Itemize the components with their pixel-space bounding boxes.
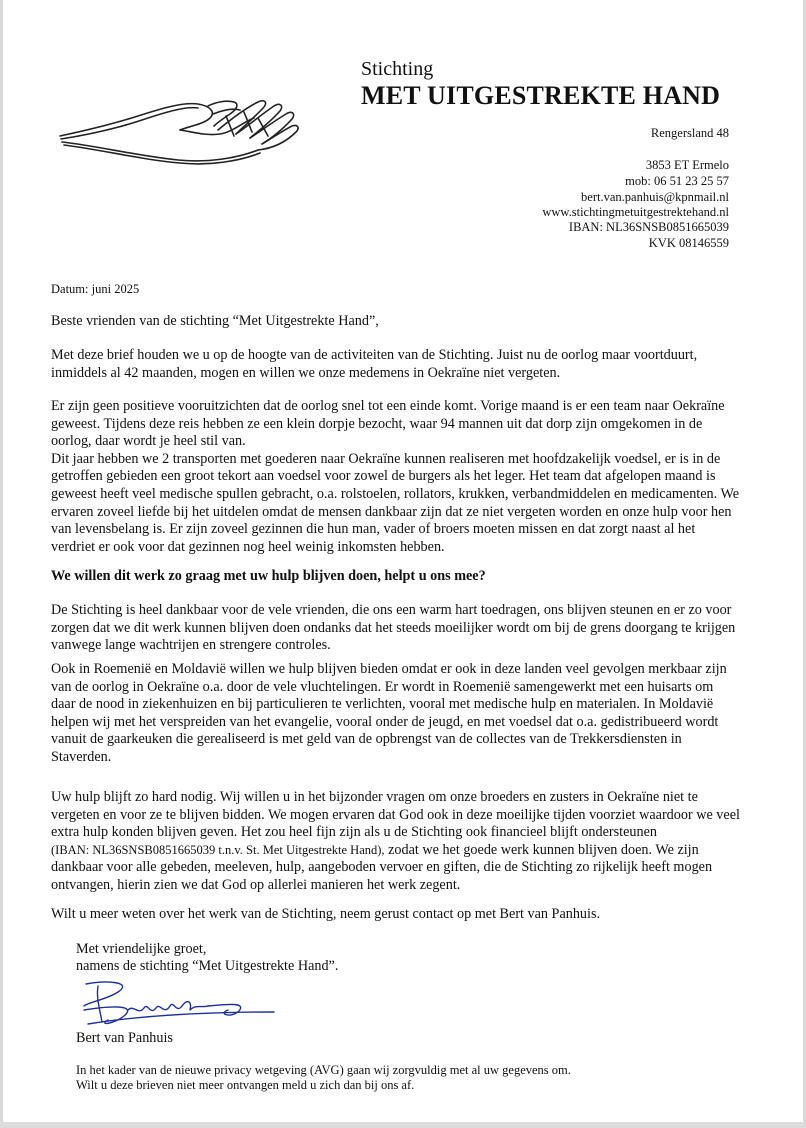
letter-date: Datum: juni 2025 [51, 282, 140, 296]
closing-on-behalf: namens de stichting “Met Uitgestrekte Hand”. [76, 958, 339, 974]
signer-name: Bert van Panhuis [76, 1030, 173, 1046]
address-street: Rengersland 48 [650, 126, 729, 140]
paragraph-thanks [51, 602, 741, 655]
paragraph-contact-text: Wilt u meer weten over het werk van de Stichting, neem gerust contact op met Bert van Panhuis. [51, 906, 601, 922]
org-name: MET UITGESTREKTE HAND [361, 81, 721, 110]
page-border-bottom [0, 1122, 806, 1128]
paragraph-thanks-text: De Stichting is heel dankbaar voor de vele vrienden, die ons een warm hart toedragen, ons blijven steunen en er zo voor zorgen dat we dit werk kunnen blijven doen ondanks dat het steeds moeilijker wordt om bij de grens doorgang te krijgen vanwege lange wachtrijen en strengere controles. [51, 602, 736, 654]
support-iban: (IBAN: NL36SNSB0851665039 t.n.v. St. Met Uitgestrekte Hand), [51, 842, 385, 857]
paragraph-romania-moldova [51, 661, 741, 767]
iban-number: IBAN: NL36SNSB0851665039 [568, 220, 729, 234]
salutation-text: Beste vrienden van de stichting “Met Uitgestrekte Hand”, [51, 313, 379, 329]
closing-greeting: Met vriendelijke groet, [76, 941, 207, 957]
kvk-number: KVK 08146559 [648, 236, 729, 250]
appeal-heading-text: We willen dit werk zo graag met uw hulp blijven doen, helpt u ons mee? [51, 568, 486, 584]
page-border-left [0, 0, 3, 1128]
paragraph-prayer-support [51, 789, 741, 895]
paragraph-romania-moldova-text: Ook in Roemenië en Moldavië willen we hulp blijven bieden omdat er ook in deze landen veel gevolgen merkbaar zijn van de oorlog in Oekraïne o.a. door de vele vluchtelingen. Er wordt in Roemenië samengewerkt met een huisarts om daar de nood in ziekenhuizen en bij particulieren te verlichten, vooral met medische hulp en materialen. In Moldavië helpen wij met het verspreiden van het evangelie, vooral onder de jeugd, en met voedsel dat o.a. gedistribueerd wordt vanuit de gaarkeuken die gerealiseerd is met geld van de opbrengst van de collectes van de Trekkersdiensten in Staverden. [51, 661, 727, 765]
paragraph-transports-text: Dit jaar hebben we 2 transporten met goederen naar Oekraïne kunnen realiseren met hoofdzakelijk voedsel, er is in de getroffen gebieden een groot tekort aan voedsel voor zowel de burgers als het leger. Het team dat afgelopen maand is geweest heeft veel medische spullen gebracht, o.a. rolstoelen, rollators, krukken, verbandmiddelen en medicamenten. We ervaren zoveel liefde bij het uitdelen omdat de mensen dankbaar zijn dat ze niet vergeten worden en onze hulp voor hen van levensbelang is. Er zijn zoveel gezinnen die hun man, vader of broers moeten missen en dat zorgt naast al het verdriet er ook voor dat gezinnen nog heel weinig inkomsten hebben. [51, 450, 740, 555]
paragraph-intro [51, 347, 741, 382]
support-text-part1: Uw hulp blijft zo hard nodig. Wij willen u in het bijzonder vragen om onze broeders en zusters in Oekraïne niet te vergeten en voor ze te blijven bidden. We mogen ervaren dat God ook in deze moeilijke tijden voorziet waardoor we veel extra hulp konden blijven geven. Het zou heel fijn zijn als u de Stichting ook financieel blijft ondersteunen [51, 789, 740, 841]
support-text-part2: zodat we het goede werk kunnen blijven doen. We zijn dankbaar voor alle gebeden, meeleven, hulp, aangeboden vervoer en giften, die de Stichting zo rijkelijk heeft mogen ontvangen, hierin zien we dat God op allerlei manieren het werk zegent. [51, 841, 713, 893]
paragraph-intro-text: Met deze brief houden we u op de hoogte van de activiteiten van de Stichting. Juist nu de oorlog maar voortduurt, inmiddels al 42 maanden, mogen en willen we onze medemens in Oekraïne niet vergeten. [51, 347, 698, 381]
handwritten-signature-icon [78, 976, 278, 1032]
paragraph-prayer-support-text [51, 789, 741, 895]
privacy-notice: In het kader van de nieuwe privacy wetgeving (AVG) gaan wij zorgvuldig met al uw gegevens om. [76, 1063, 571, 1077]
paragraph-situation [51, 398, 741, 556]
unsubscribe-notice: Wilt u deze brieven niet meer ontvangen meld u zich dan bij ons af. [76, 1078, 415, 1092]
email-address: bert.van.panhuis@kpnmail.nl [581, 190, 729, 204]
org-name-prefix: Stichting [361, 58, 434, 80]
paragraph-situation-text: Er zijn geen positieve vooruitzichten dat de oorlog snel tot een einde komt. Vorige maand is er een team naar Oekraïne geweest. Tijdens deze reis hebben ze een klein dorpje bezocht, waar 94 mannen uit dat dorp zijn omgekomen in de oorlog, daar wordt je heel stil van. [51, 398, 725, 450]
address-city: 3853 ET Ermelo [645, 158, 729, 172]
outstretched-hand-logo-icon [58, 96, 328, 176]
website-url: www.stichtingmetuitgestrektehand.nl [542, 205, 729, 219]
mobile-number: mob: 06 51 23 25 57 [625, 174, 729, 188]
salutation [51, 313, 741, 331]
appeal-heading [51, 568, 741, 586]
paragraph-contact [51, 906, 741, 924]
